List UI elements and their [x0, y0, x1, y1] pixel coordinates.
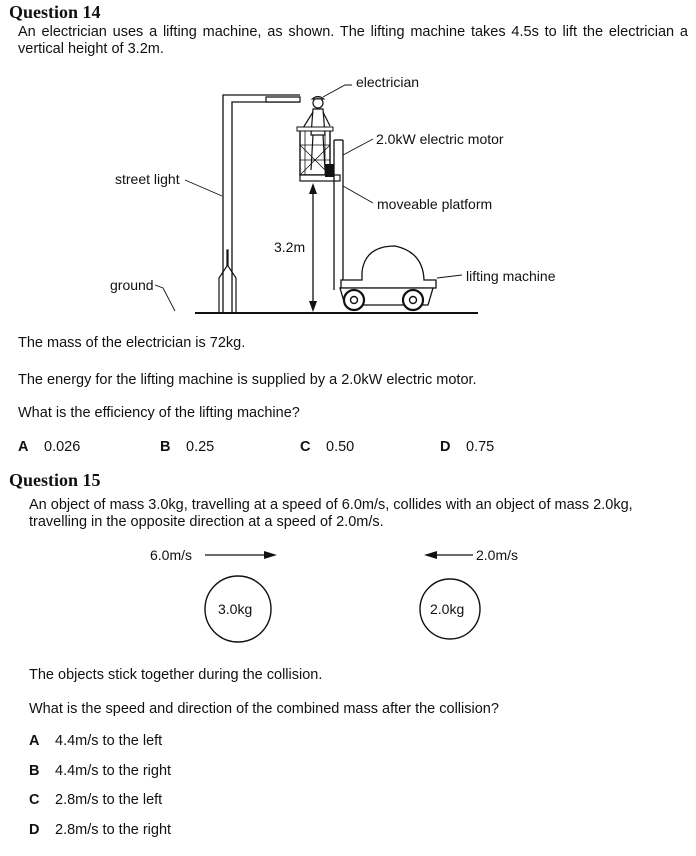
- label-street-light: street light: [115, 171, 180, 187]
- question-15-intro: An object of mass 3.0kg, travelling at a speed of 6.0m/s, collides with an object of mass 2.0kg, travelling in the opposite direction at a speed of 2.0m/s.: [29, 497, 633, 530]
- label-motor: 2.0kW electric motor: [376, 131, 504, 147]
- label-electrician: electrician: [356, 74, 420, 90]
- q14-mass-statement: The mass of the electrician is 72kg.: [18, 335, 246, 351]
- q14-option-d[interactable]: D 0.75: [440, 439, 495, 455]
- q15-statement: The objects stick together during the collision.: [29, 667, 323, 683]
- label-right-mass: 2.0kg: [430, 601, 465, 617]
- q15-option-c[interactable]: C 2.8m/s to the left: [29, 792, 163, 808]
- q14-option-a[interactable]: A 0.026: [18, 439, 81, 455]
- q14-option-c[interactable]: C 0.50: [300, 439, 355, 455]
- q15-question: What is the speed and direction of the combined mass after the collision?: [29, 701, 499, 717]
- q15-option-a[interactable]: A 4.4m/s to the left: [29, 733, 163, 749]
- label-right-speed: 2.0m/s: [476, 547, 519, 563]
- q14-energy-statement: The energy for the lifting machine is supplied by a 2.0kW electric motor.: [18, 372, 477, 388]
- label-platform: moveable platform: [377, 196, 493, 212]
- label-left-mass: 3.0kg: [218, 601, 253, 617]
- label-ground: ground: [110, 277, 154, 293]
- question-15-title: Question 15: [9, 470, 101, 490]
- q15-option-d[interactable]: D 2.8m/s to the right: [29, 822, 172, 838]
- question-14-intro: An electrician uses a lifting machine, as shown. The lifting machine takes 4.5s to lift the electrician a vertical height of 3.2m.: [18, 24, 688, 57]
- label-left-speed: 6.0m/s: [150, 547, 193, 563]
- label-lifting-machine: lifting machine: [466, 268, 556, 284]
- q14-question: What is the efficiency of the lifting machine?: [18, 405, 300, 421]
- q15-option-b[interactable]: B 4.4m/s to the right: [29, 763, 172, 779]
- label-height: 3.2m: [274, 239, 306, 255]
- question-14-title: Question 14: [9, 2, 101, 22]
- q14-option-b[interactable]: B 0.25: [160, 439, 215, 455]
